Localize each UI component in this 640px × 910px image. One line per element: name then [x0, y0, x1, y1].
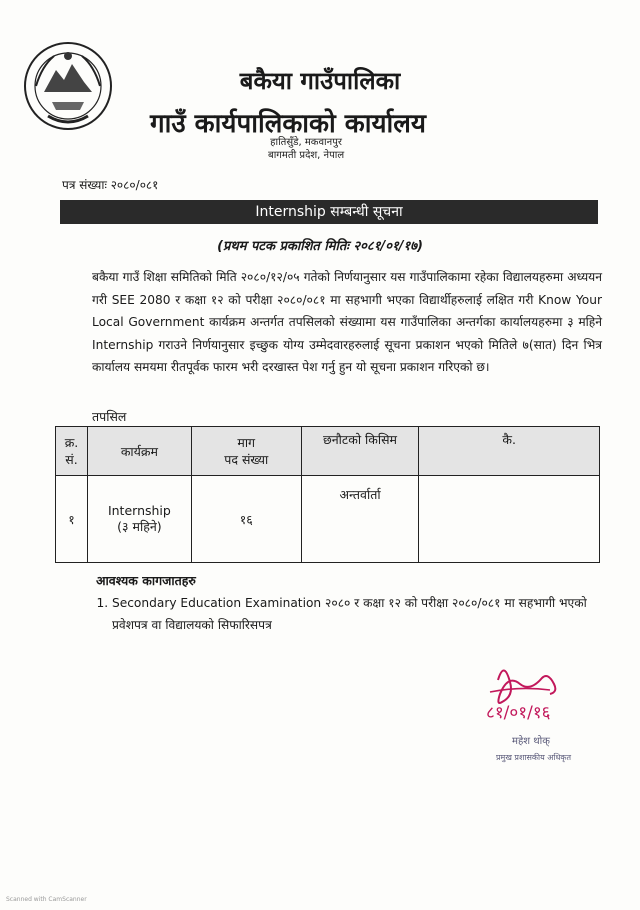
header-selection-type: छनौटको किसिम [301, 427, 419, 476]
table-header-row [56, 427, 600, 476]
address-line-2: बागमती प्रदेश, नेपाल [268, 150, 345, 161]
notice-title-banner: Internship सम्बन्धी सूचना [60, 200, 598, 224]
header-municipality-name: बकैया गाउँपालिका [239, 67, 401, 95]
publication-date: (प्रथम पटक प्रकाशित मितिः २०८१/०१/१७) [217, 239, 423, 254]
scanner-watermark: Scanned with CamScanner [6, 896, 87, 903]
list-item: 1. Secondary Education Examination २०८० र कक्षा १२ को परीक्षा २०८०/०८१ मा सहभागी भएको प्रवेशपत्र वा विद्यालयको सिफारिसपत्र [112, 592, 600, 636]
header-program: कार्यक्रम [87, 427, 191, 476]
table-row [56, 476, 600, 563]
signatory-designation: प्रमुख प्रशासकीय अधिकृत [496, 753, 572, 762]
cell-program: Internship (३ महिने) [87, 476, 191, 563]
reference-number: पत्र संख्याः २०८०/०८१ [62, 178, 159, 192]
signatory-name: महेश थोक् [512, 736, 550, 747]
header-address [268, 136, 344, 162]
notice-body [92, 266, 602, 379]
cell-remarks [419, 476, 600, 563]
header-remarks: कै. [419, 427, 600, 476]
internship-table [55, 426, 600, 563]
cell-selection: अन्तर्वार्ता [301, 476, 419, 563]
address-line-1: हातिसुँडे, मकवानपुर [270, 137, 342, 148]
cell-count: १६ [191, 476, 301, 563]
signature-date: ८१/०१/१६ [486, 703, 551, 723]
details-label: तपसिल [92, 409, 127, 424]
documents-list [90, 592, 600, 636]
header-demand: माग पद संख्या [191, 427, 301, 476]
header-serial: क्र. सं. [56, 427, 88, 476]
header-office-name: गाउँ कार्यपालिकाको कार्यालय [150, 109, 426, 139]
documents-title: आवश्यक कागजातहरु [96, 573, 196, 588]
signature-stamp [468, 640, 598, 770]
notice-body-text: बकैया गाउँ शिक्षा समितिको मिति २०८०/१२/०५ गतेको निर्णयानुसार यस गाउँपालिकामा रहेका विद्यालयहरुमा अध्ययन गरी SEE 2080 र कक्षा १२ को परीक्षा २०८०/०८१ मा सहभागी भएका विद्यार्थीहरुलाई लक्षित गरी Know Your Local Government कार्यक्रम अन्तर्गत तपसिलको संख्यामा यस गाउँपालिका अन्तर्गका कार्यालयहरुमा ३ महिने Internship गराउने निर्णयानुसार इच्छुक योग्य उम्मेदवारहरुलाई सूचना प्रकाशन भएको मितिले ७(सात) दिन भित्र कार्यालय समयमा रीतपूर्वक फारम भरी दरखास्त पेश गर्नु हुन यो सूचना प्रकाशन गरिएको छ। [92, 270, 602, 374]
cell-serial: १ [56, 476, 88, 563]
